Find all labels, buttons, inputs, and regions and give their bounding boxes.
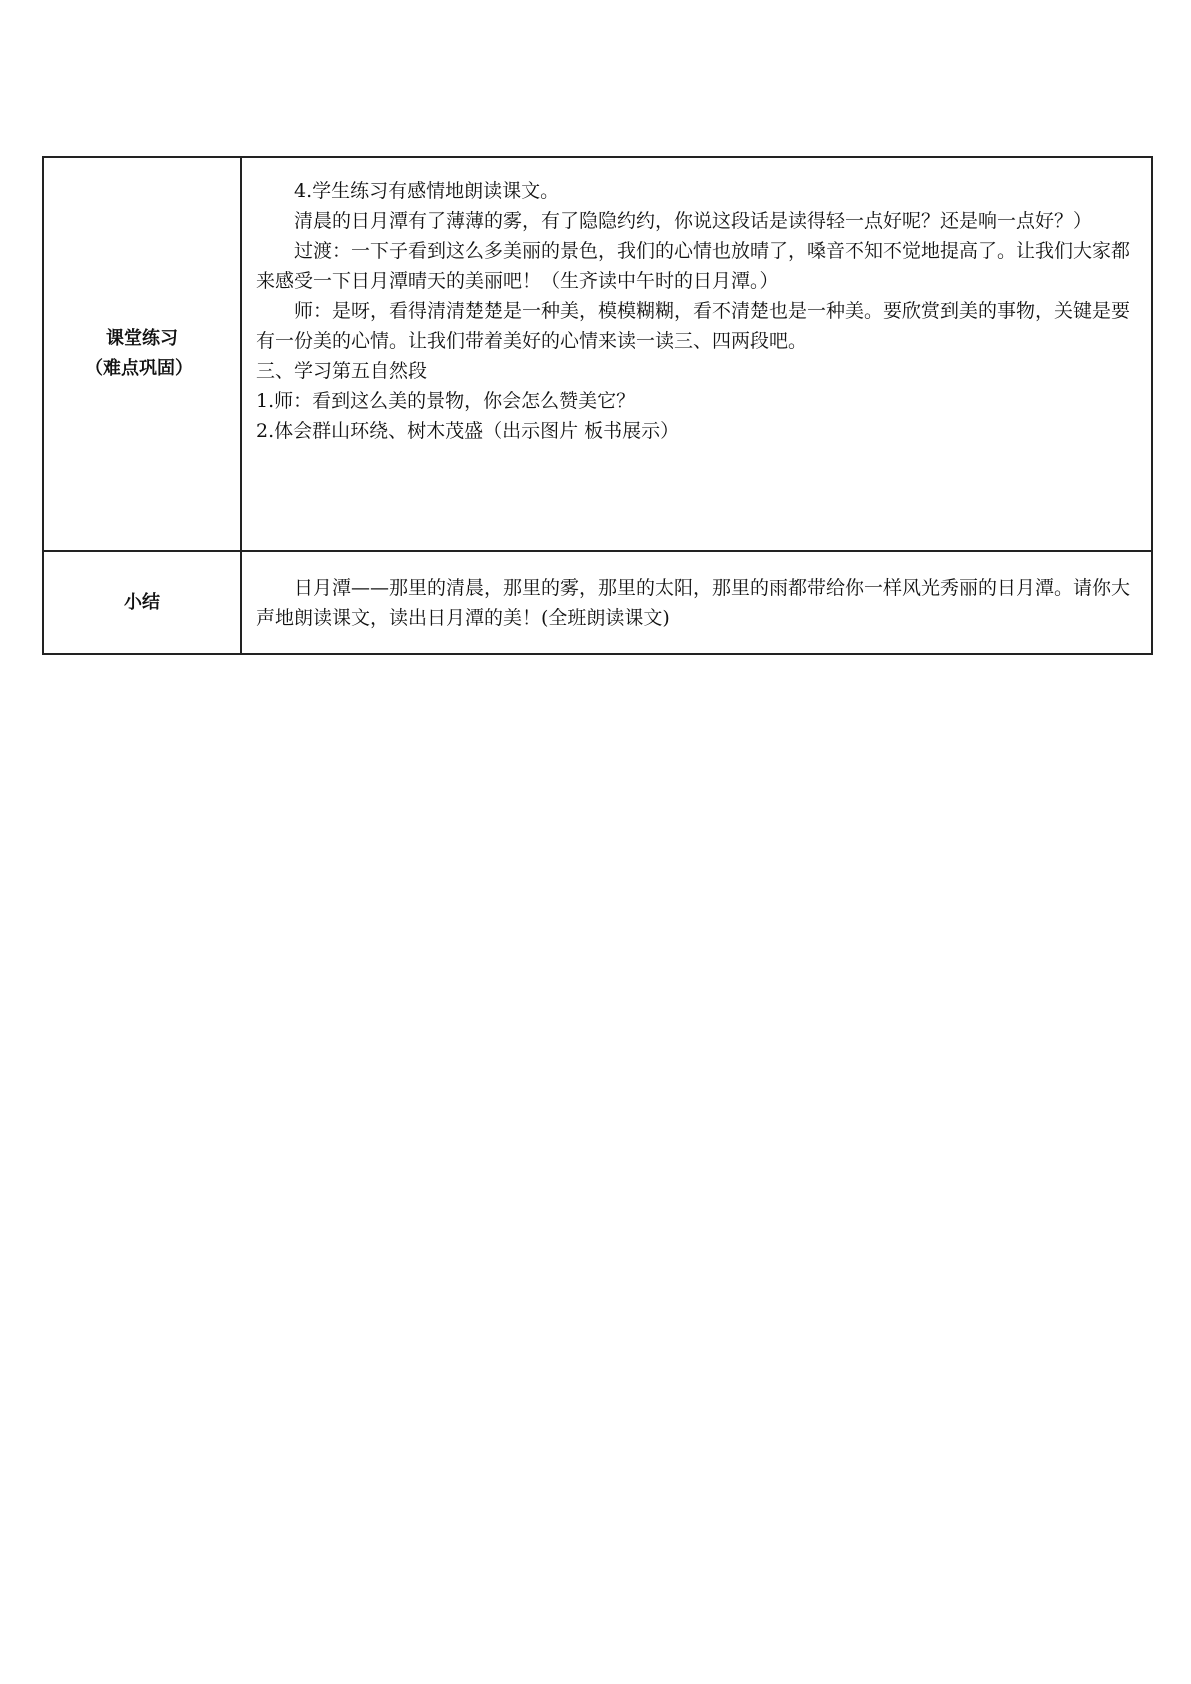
lesson-plan-table — [42, 156, 1153, 655]
row-label-title: 课堂练习 — [106, 328, 178, 349]
row-content-summary — [241, 551, 1152, 654]
content-paragraph: 日月潭——那里的清晨，那里的雾，那里的太阳，那里的雨都带给你一样风光秀丽的日月潭。请你大声地朗读课文，读出日月潭的美！(全班朗读课文) — [256, 576, 1131, 629]
content-paragraph: 4.学生练习有感情地朗读课文。 — [294, 180, 560, 202]
row-label-title: 小结 — [124, 591, 160, 613]
row-label-classroom-practice — [43, 157, 241, 551]
content-paragraph: 1.师：看到这么美的景物，你会怎么赞美它？ — [256, 390, 636, 412]
content-paragraph: 2.体会群山环绕、树木茂盛（出示图片 板书展示） — [256, 420, 680, 442]
table-row-classroom-practice — [43, 157, 1152, 551]
row-content-classroom-practice — [241, 157, 1152, 551]
row-label-summary — [43, 551, 241, 654]
row-label-subtitle: （难点巩固） — [85, 358, 193, 379]
content-paragraph: 师：是呀，看得清清楚楚是一种美，模模糊糊，看不清楚也是一种美。要欣赏到美的事物，关键是要有一份美的心情。让我们带着美好的心情来读一读三、四两段吧。 — [256, 300, 1131, 352]
section-heading: 三、学习第五自然段 — [256, 360, 428, 382]
content-paragraph: 清晨的日月潭有了薄薄的雾，有了隐隐约约，你说这段话是读得轻一点好呢？还是响一点好？） — [294, 210, 1093, 232]
table-row-summary — [43, 551, 1152, 654]
content-paragraph: 过渡：一下子看到这么多美丽的景色，我们的心情也放晴了，嗓音不知不觉地提高了。让我们大家都来感受一下日月潭晴天的美丽吧！（生齐读中午时的日月潭。） — [256, 240, 1131, 292]
